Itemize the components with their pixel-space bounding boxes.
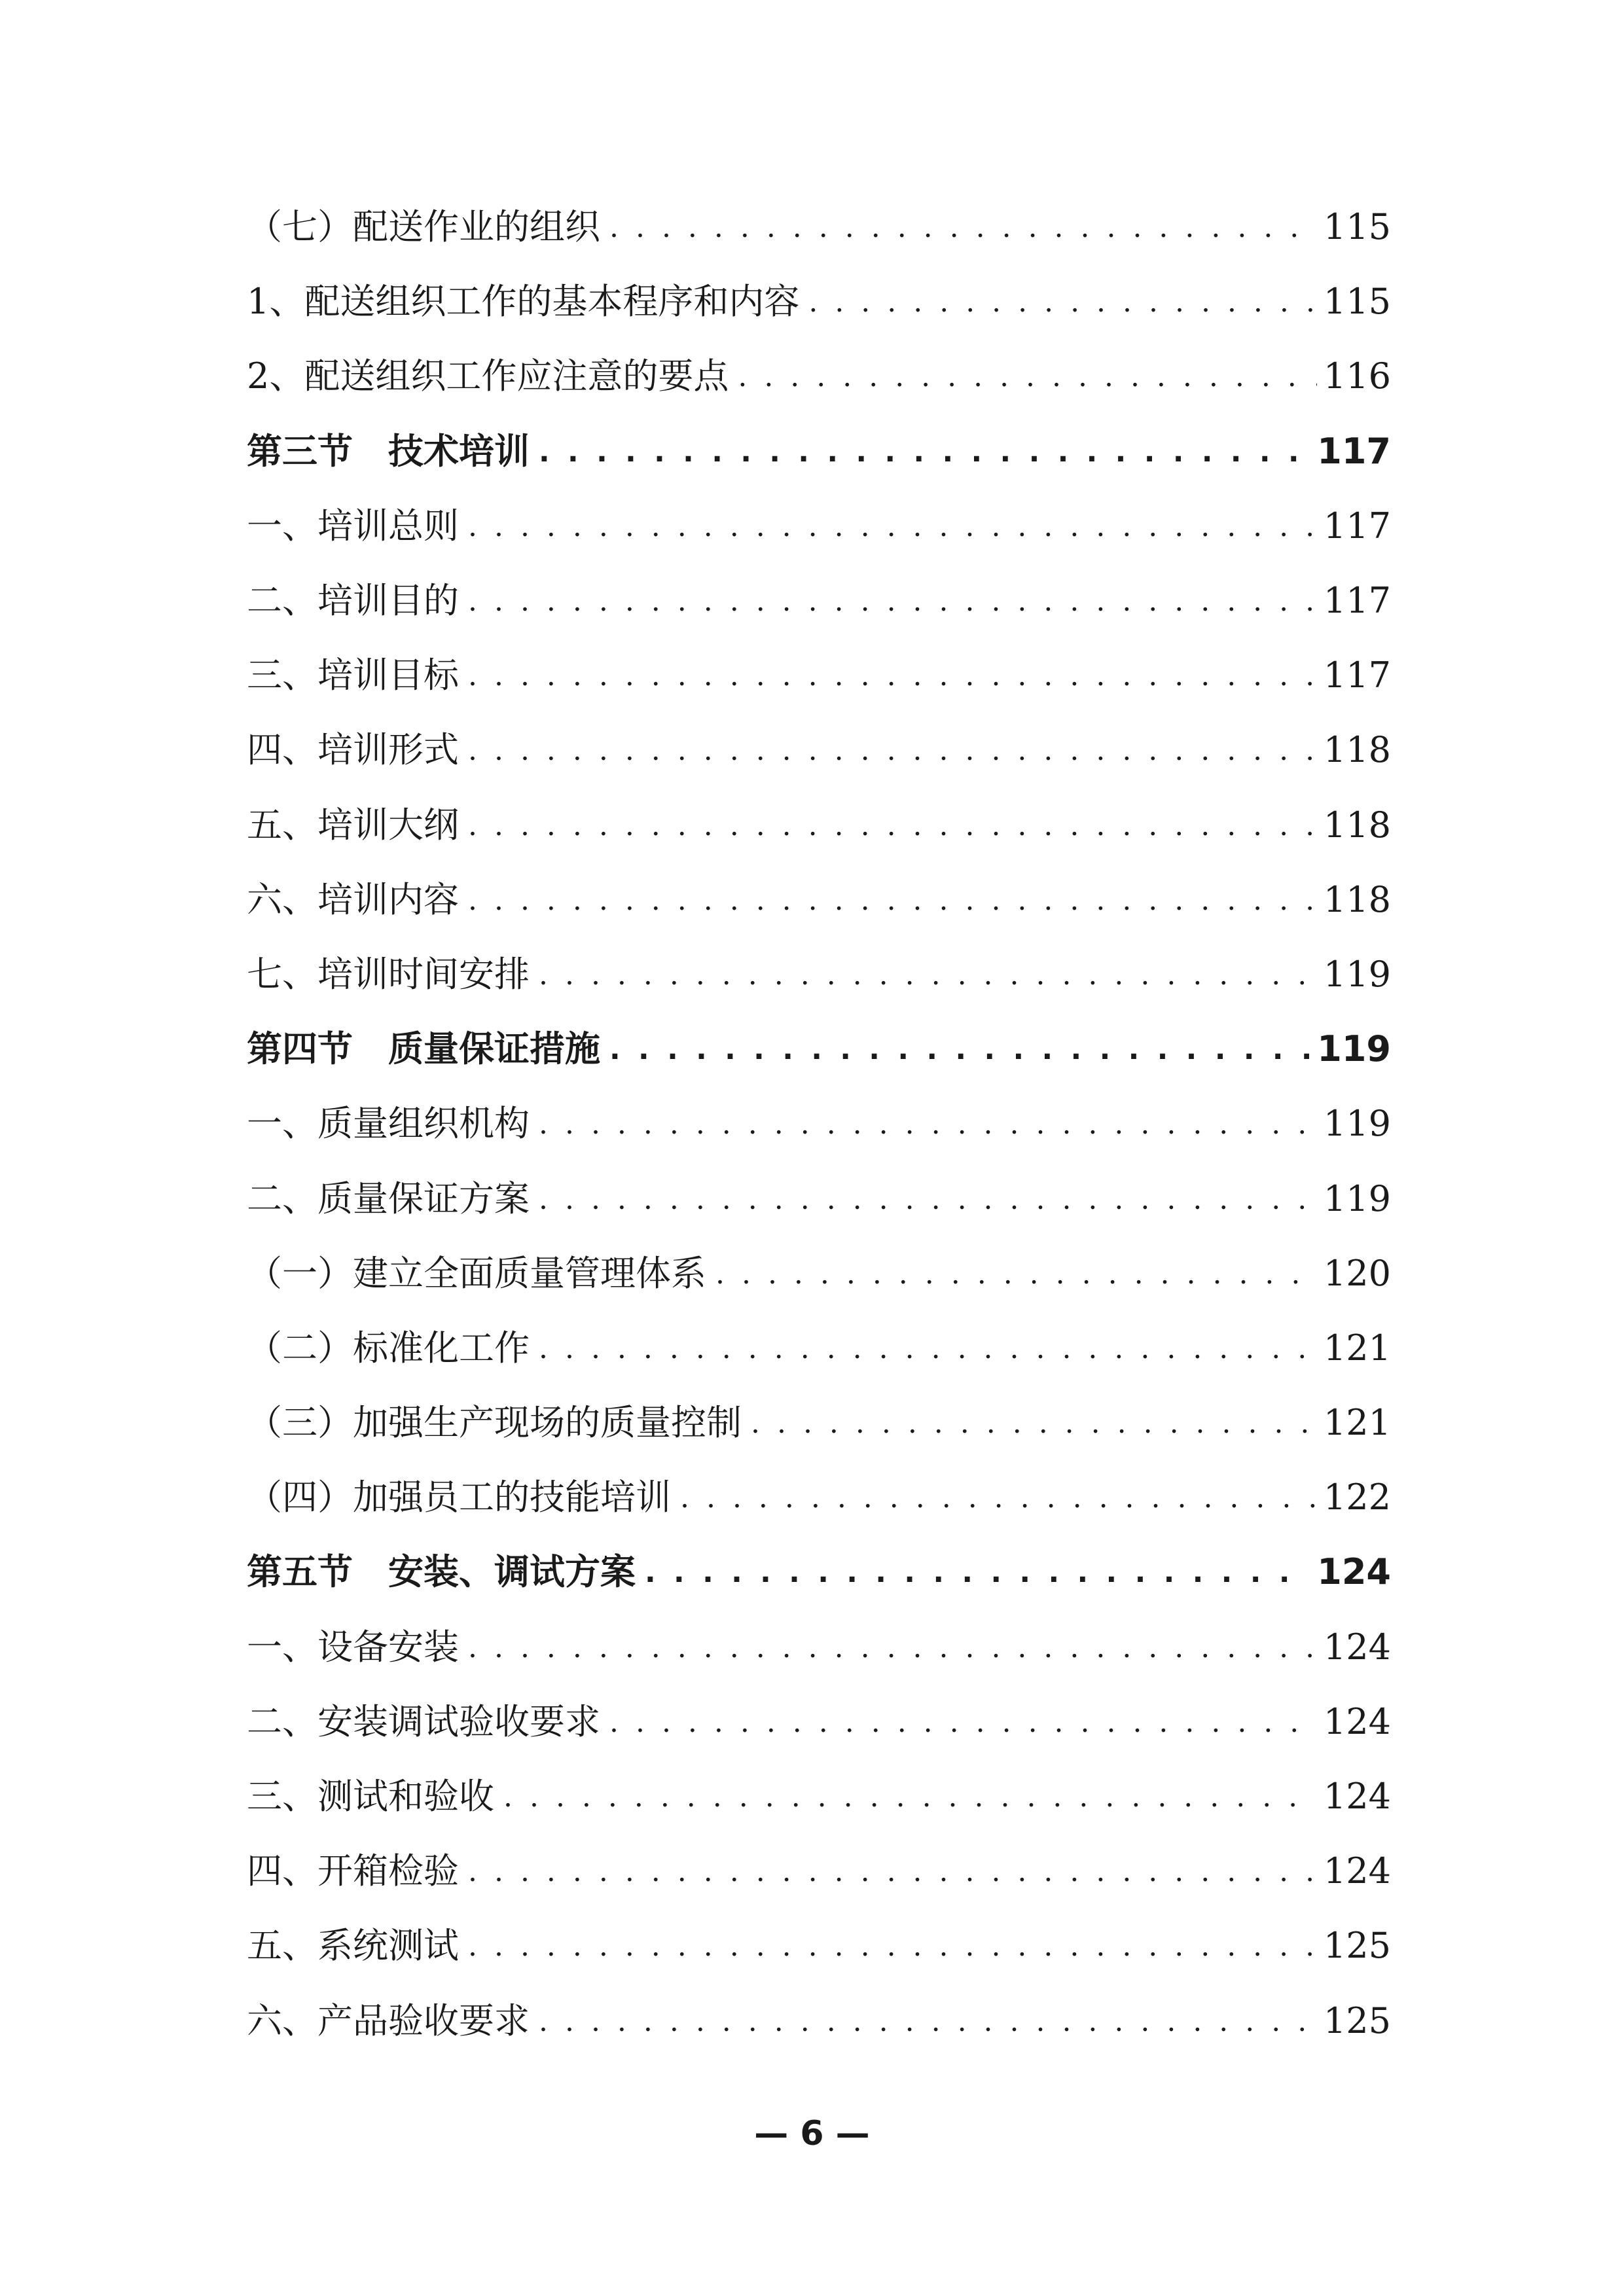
dot-leader xyxy=(680,1480,1317,1515)
toc-entry-page-number: 115 xyxy=(1323,281,1391,323)
toc-entry-title: 二、培训目的 xyxy=(247,580,459,622)
toc-section-heading[interactable] xyxy=(247,1012,1391,1086)
toc-entry[interactable] xyxy=(247,489,1391,564)
toc-entry-title: （一）建立全面质量管理体系 xyxy=(247,1252,706,1294)
dot-leader xyxy=(539,1181,1317,1217)
toc-entry-title: （二）标准化工作 xyxy=(247,1327,530,1369)
toc-entry-page-number: 124 xyxy=(1323,1850,1391,1892)
toc-entry-page-number: 117 xyxy=(1323,655,1391,696)
toc-entry[interactable] xyxy=(247,1685,1391,1759)
toc-entry-title: 三、培训目标 xyxy=(247,655,459,696)
toc-entry[interactable] xyxy=(247,713,1391,787)
toc-entry-page-number: 121 xyxy=(1323,1402,1391,1444)
toc-entry-page-number: 116 xyxy=(1323,355,1391,397)
dot-leader xyxy=(645,1554,1310,1590)
toc-entry[interactable] xyxy=(247,1086,1391,1161)
toc-entry-page-number: 115 xyxy=(1323,206,1391,248)
toc-entry[interactable] xyxy=(247,788,1391,863)
page-number: — 6 — xyxy=(754,2114,870,2153)
toc-entry[interactable] xyxy=(247,339,1391,414)
toc-entry-title: 一、设备安装 xyxy=(247,1626,459,1668)
toc-entry-page-number: 117 xyxy=(1317,430,1391,472)
toc-entry[interactable] xyxy=(247,1610,1391,1685)
dot-leader xyxy=(751,1405,1317,1441)
toc-entry-page-number: 117 xyxy=(1323,580,1391,622)
toc-entry-title: 五、培训大纲 xyxy=(247,804,459,846)
toc-entry-page-number: 125 xyxy=(1323,1925,1391,1967)
toc-entry-title: 二、安装调试验收要求 xyxy=(247,1700,600,1742)
dot-leader xyxy=(609,1031,1310,1067)
dot-leader xyxy=(539,2003,1317,2039)
toc-entry[interactable] xyxy=(247,564,1391,638)
dot-leader xyxy=(539,1331,1317,1366)
toc-entry[interactable] xyxy=(247,1460,1391,1535)
toc-entry-title: （四）加强员工的技能培训 xyxy=(247,1477,671,1518)
toc-entry-page-number: 119 xyxy=(1323,953,1391,995)
dot-leader xyxy=(503,1779,1317,1814)
toc-entry-page-number: 120 xyxy=(1323,1252,1391,1294)
dot-leader xyxy=(609,1704,1317,1740)
dot-leader xyxy=(468,1928,1317,1964)
dot-leader xyxy=(808,284,1317,319)
toc-entry-title: 二、质量保证方案 xyxy=(247,1177,530,1219)
dot-leader xyxy=(468,882,1317,918)
dot-leader xyxy=(468,658,1317,693)
dot-leader xyxy=(468,509,1317,544)
toc-entry-title: 四、开箱检验 xyxy=(247,1850,459,1892)
toc-section-heading[interactable] xyxy=(247,1535,1391,1609)
toc-entry-title: 七、培训时间安排 xyxy=(247,953,530,995)
dot-leader xyxy=(539,957,1317,992)
toc-entry-page-number: 118 xyxy=(1323,878,1391,920)
toc-entry-title: 六、产品验收要求 xyxy=(247,2000,530,2041)
toc-entry-title: 五、系统测试 xyxy=(247,1925,459,1967)
table-of-contents xyxy=(247,190,1391,2058)
toc-entry[interactable] xyxy=(247,1834,1391,1909)
toc-entry-page-number: 118 xyxy=(1323,729,1391,771)
toc-entry-title: 六、培训内容 xyxy=(247,878,459,920)
toc-entry[interactable] xyxy=(247,1759,1391,1834)
toc-entry[interactable] xyxy=(247,1386,1391,1460)
dot-leader xyxy=(468,1854,1317,1889)
dot-leader xyxy=(539,1106,1317,1141)
toc-entry[interactable] xyxy=(247,638,1391,713)
toc-entry[interactable] xyxy=(247,1311,1391,1386)
dot-leader xyxy=(715,1256,1317,1291)
toc-entry-page-number: 124 xyxy=(1323,1626,1391,1668)
toc-entry-title: 三、测试和验收 xyxy=(247,1776,494,1818)
toc-entry-page-number: 125 xyxy=(1323,2000,1391,2041)
toc-entry[interactable] xyxy=(247,1984,1391,2058)
toc-entry-title: 四、培训形式 xyxy=(247,729,459,771)
dot-leader xyxy=(609,209,1317,245)
toc-entry-title: 第四节 质量保证措施 xyxy=(247,1028,600,1070)
toc-entry[interactable] xyxy=(247,1161,1391,1236)
toc-entry-title: 一、质量组织机构 xyxy=(247,1103,530,1145)
toc-entry[interactable] xyxy=(247,190,1391,264)
toc-entry[interactable] xyxy=(247,1909,1391,1983)
dot-leader xyxy=(539,434,1310,469)
toc-entry-page-number: 121 xyxy=(1323,1327,1391,1369)
toc-entry[interactable] xyxy=(247,863,1391,937)
toc-entry-page-number: 119 xyxy=(1317,1028,1391,1070)
toc-entry-title: 一、培训总则 xyxy=(247,505,459,547)
toc-entry[interactable] xyxy=(247,264,1391,339)
toc-entry-title: 1、配送组织工作的基本程序和内容 xyxy=(247,281,800,323)
dot-leader xyxy=(738,359,1317,394)
dot-leader xyxy=(468,732,1317,768)
toc-section-heading[interactable] xyxy=(247,414,1391,489)
toc-entry-page-number: 119 xyxy=(1323,1177,1391,1219)
toc-entry-title: （七）配送作业的组织 xyxy=(247,206,600,248)
toc-entry-title: （三）加强生产现场的质量控制 xyxy=(247,1402,742,1444)
toc-entry-page-number: 124 xyxy=(1323,1700,1391,1742)
dot-leader xyxy=(468,808,1317,843)
toc-entry-page-number: 124 xyxy=(1317,1551,1391,1593)
toc-entry-title: 第三节 技术培训 xyxy=(247,430,530,472)
toc-entry-page-number: 118 xyxy=(1323,804,1391,846)
toc-entry-page-number: 124 xyxy=(1323,1776,1391,1818)
toc-entry[interactable] xyxy=(247,1236,1391,1311)
toc-entry-page-number: 119 xyxy=(1323,1103,1391,1145)
toc-entry[interactable] xyxy=(247,937,1391,1012)
toc-entry-page-number: 117 xyxy=(1323,505,1391,547)
toc-entry-title: 2、配送组织工作应注意的要点 xyxy=(247,355,729,397)
dot-leader xyxy=(468,583,1317,619)
dot-leader xyxy=(468,1630,1317,1665)
toc-entry-page-number: 122 xyxy=(1323,1477,1391,1518)
toc-entry-title: 第五节 安装、调试方案 xyxy=(247,1551,636,1593)
